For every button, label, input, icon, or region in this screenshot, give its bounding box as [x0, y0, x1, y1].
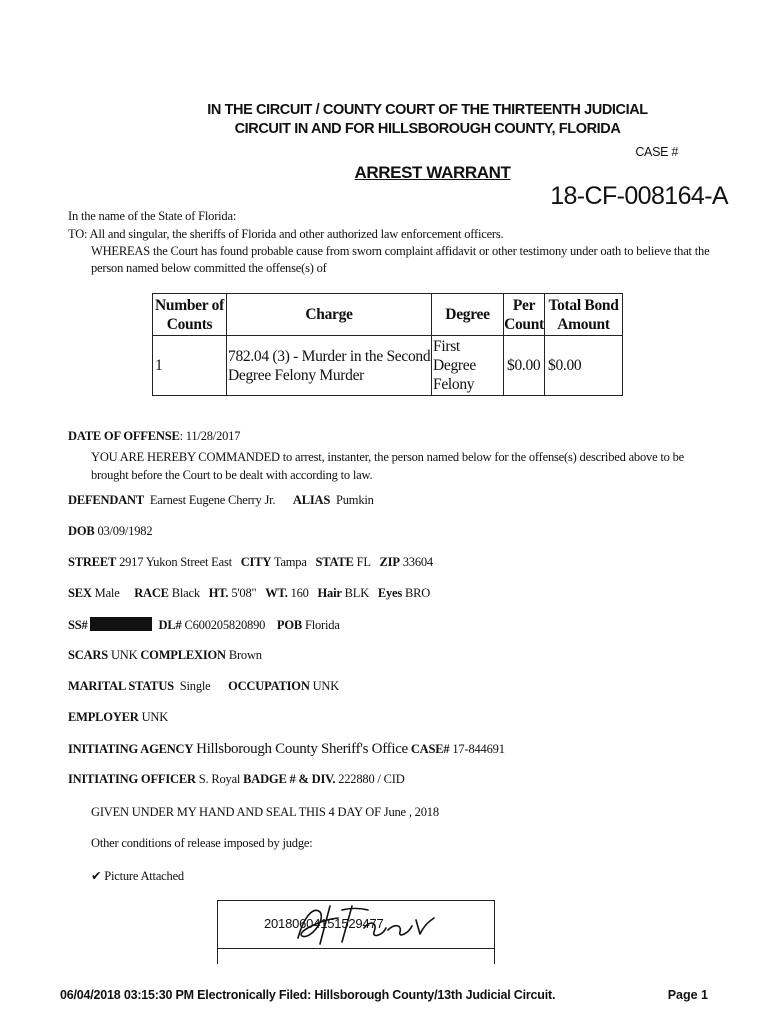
employer-label: EMPLOYER [68, 710, 139, 724]
marital-status-label: MARITAL STATUS [68, 679, 174, 693]
ss-redaction [90, 617, 152, 631]
agency-label: INITIATING AGENCY [68, 742, 194, 756]
dob-label: DOB [68, 524, 95, 538]
document-title: ARREST WARRANT [354, 163, 511, 182]
dob-value: 03/09/1982 [97, 524, 153, 538]
complexion-value: Brown [228, 648, 262, 662]
table-row [153, 336, 623, 396]
race-label: RACE [134, 586, 169, 600]
height-label: HT. [208, 586, 229, 600]
zip-value: 33604 [402, 555, 433, 569]
race-value: Black [171, 586, 200, 600]
occupation-label: OCCUPATION [228, 679, 310, 693]
command-line-2: brought before the Court to be dealt with according to law. [91, 468, 373, 482]
whereas-line-1: WHEREAS the Court has found probable cause from sworn complaint affidavit or other testimony under oath to believe that the [91, 244, 710, 258]
picture-attached-label: Picture Attached [104, 869, 184, 883]
defendant-label: DEFENDANT [68, 493, 144, 507]
pob-label: POB [276, 618, 303, 632]
city-label: CITY [240, 555, 272, 569]
agency-case-label: CASE# [410, 742, 450, 756]
cell-charge: 782.04 (3) - Murder in the Second Degree Felony Murder [227, 336, 432, 396]
street-label: STREET [68, 555, 117, 569]
dl-value: C600205820890 [184, 618, 266, 632]
sex-label: SEX [68, 586, 92, 600]
zip-label: ZIP [379, 555, 400, 569]
court-header-line-2: CIRCUIT IN AND FOR HILLSBOROUGH COUNTY, FLORIDA [234, 121, 621, 137]
alias-value: Pumkin [336, 493, 374, 507]
court-header-line-1: IN THE CIRCUIT / COUNTY COURT OF THE THIRTEENTH JUDICIAL [207, 102, 648, 118]
scars-label: SCARS [68, 648, 108, 662]
complexion-label: COMPLEXION [140, 648, 226, 662]
date-of-offense-label: DATE OF OFFENSE [68, 429, 180, 443]
conditions-of-release: Other conditions of release imposed by judge: [91, 836, 313, 850]
dob-row [68, 524, 152, 539]
badge-label: BADGE # & DIV. [243, 772, 336, 786]
weight-label: WT. [265, 586, 288, 600]
signature-line [217, 948, 495, 949]
address-row [68, 555, 433, 570]
eyes-value: BRO [404, 586, 431, 600]
charges-table [152, 293, 623, 396]
hair-label: Hair [317, 586, 342, 600]
state-label: STATE [315, 555, 354, 569]
employer-value: UNK [141, 710, 169, 724]
charges-table-header [153, 294, 623, 336]
occupation-value: UNK [312, 679, 340, 693]
sex-value: Male [94, 586, 120, 600]
alias-label: ALIAS [292, 493, 331, 507]
date-of-offense-value: : 11/28/2017 [179, 429, 241, 443]
cell-per-count: $0.00 [504, 336, 545, 396]
case-number: 18-CF-008164-A [550, 182, 728, 210]
street-value: 2917 Yukon Street East [119, 555, 232, 569]
hair-value: BLK [344, 586, 370, 600]
defendant-row [68, 493, 374, 508]
ss-label: SS# [68, 618, 88, 632]
state-value: FL [356, 555, 371, 569]
given-under-hand: GIVEN UNDER MY HAND AND SEAL THIS 4 DAY OF June , 2018 [91, 805, 439, 819]
badge-value: 222880 / CID [338, 772, 405, 786]
header-per-count: Per Count [504, 294, 545, 336]
check-icon: ✔ [91, 869, 102, 883]
electronic-filing-footer: 06/04/2018 03:15:30 PM Electronically Filed: Hillsborough County/13th Judicial Circuit. [60, 988, 556, 1002]
officer-row [68, 772, 405, 787]
height-value: 5'08" [231, 586, 257, 600]
marital-row [68, 679, 339, 694]
scars-row [68, 648, 262, 663]
eyes-label: Eyes [377, 586, 403, 600]
header-total-bond: Total Bond Amount [545, 294, 623, 336]
judge-signature-icon [290, 898, 440, 948]
agency-value: Hillsborough County Sheriff's Office [196, 741, 408, 757]
header-degree: Degree [432, 294, 504, 336]
page-number: Page 1 [667, 988, 708, 1002]
scars-value: UNK [110, 648, 138, 662]
employer-row [68, 710, 168, 725]
command-line-1: YOU ARE HEREBY COMMANDED to arrest, instanter, the person named below for the offense(s) described above to be [91, 450, 684, 464]
signature-stamp: 20180604151529477 [264, 916, 384, 931]
date-of-offense [68, 429, 240, 444]
intro-line-1: In the name of the State of Florida: [68, 209, 237, 223]
city-value: Tampa [273, 555, 307, 569]
header-charge: Charge [227, 294, 432, 336]
whereas-line-2: person named below committed the offense(s) of [91, 261, 327, 275]
marital-status-value: Single [179, 679, 211, 693]
cell-degree: First Degree Felony [432, 336, 504, 396]
physical-row [68, 586, 430, 601]
weight-value: 160 [290, 586, 309, 600]
picture-attached-row [91, 867, 184, 885]
dl-label: DL# [158, 618, 182, 632]
cell-counts: 1 [153, 336, 227, 396]
officer-label: INITIATING OFFICER [68, 772, 196, 786]
cell-total-bond: $0.00 [545, 336, 623, 396]
intro-line-2: TO: All and singular, the sheriffs of Florida and other authorized law enforcement officers. [68, 227, 504, 241]
case-label: CASE # [635, 145, 678, 159]
ids-row [68, 617, 340, 633]
officer-value: S. Royal [198, 772, 241, 786]
agency-row [68, 741, 505, 758]
pob-value: Florida [304, 618, 340, 632]
defendant-value: Earnest Eugene Cherry Jr. [149, 493, 276, 507]
agency-case-value: 17-844691 [452, 742, 505, 756]
header-number-of-counts: Number of Counts [153, 294, 227, 336]
